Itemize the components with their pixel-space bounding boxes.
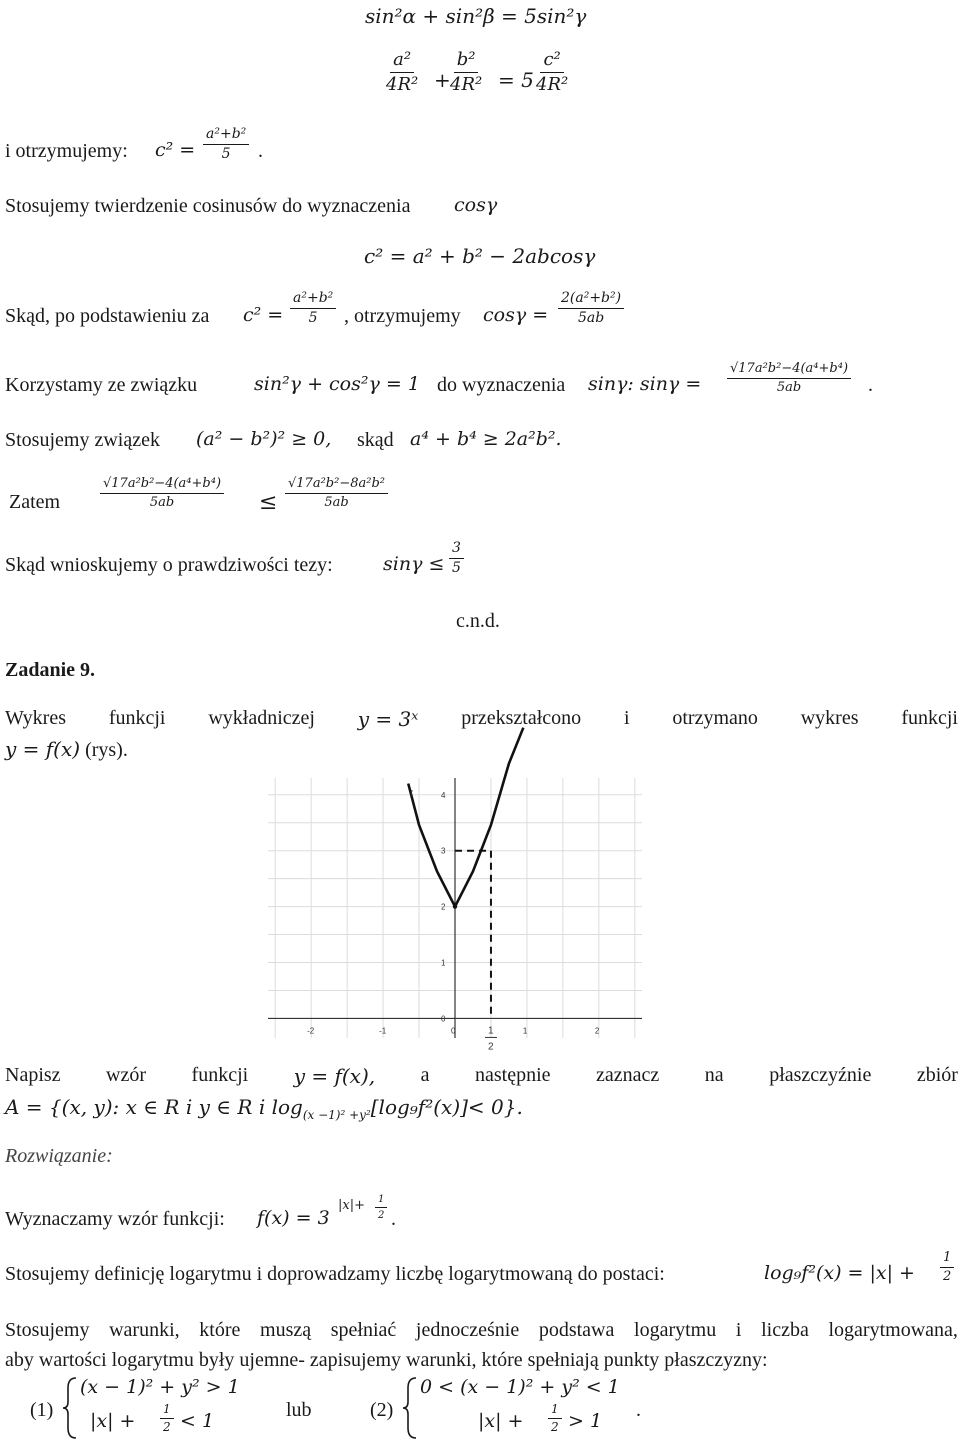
math-y-fx: y = f(x) — [5, 737, 81, 761]
text-rys: (rys). — [85, 739, 128, 761]
warunki-line-2: aby wartości logarytmu były ujemne- zapisujemy warunki, które spełniają punkty płaszczyzny: — [5, 1349, 768, 1371]
x-tick-label: 0 — [451, 1026, 456, 1036]
warunki-word: Stosujemy — [5, 1319, 90, 1341]
cnd: c.n.d. — [456, 610, 500, 632]
napisz-word: następnie — [475, 1064, 551, 1086]
rozwiazanie-heading: Rozwiązanie: — [5, 1145, 113, 1167]
system-1-row-2b: < 1 — [180, 1410, 215, 1432]
task-word: wykres — [800, 707, 859, 729]
napisz-word: zaznacz — [596, 1064, 660, 1086]
warunki-word: muszą — [260, 1319, 312, 1341]
warunki-line-1 — [5, 1319, 958, 1342]
y-tick-label: 4 — [441, 790, 446, 800]
text-skad: skąd — [357, 429, 394, 451]
warunki-word: które — [199, 1319, 241, 1341]
system-1-row-1: (x − 1)² + y² > 1 — [80, 1376, 240, 1398]
system-2-row-2b: > 1 — [568, 1410, 603, 1432]
fraction-half-exp: $\frac{1}{2}$ — [375, 1194, 387, 1221]
function-graph — [268, 778, 642, 1053]
warunki-word: logarytmowana, — [828, 1319, 958, 1341]
napisz-word: y = f(x), — [293, 1064, 376, 1088]
warunki-word: warunki, — [109, 1319, 180, 1341]
task-word: funkcji — [108, 707, 166, 729]
text-otrzymujemy: , otrzymujemy — [344, 305, 461, 327]
fraction-half: $\frac{1}{2}$ — [548, 1403, 562, 1434]
math-c-squared: c² = — [155, 139, 196, 161]
period: . — [391, 1208, 396, 1230]
warunki-word: jednocześnie — [415, 1319, 520, 1341]
text-definicja: Stosujemy definicję logarytmu i doprowadzamy liczbę logarytmowaną do postaci: — [5, 1263, 665, 1285]
text-zatem: Zatem — [9, 491, 61, 513]
vertex-point — [453, 904, 457, 908]
napisz-line-1 — [5, 1064, 958, 1088]
fraction-left: $\frac{\text{√17a²b²−4(a⁴+b⁴)}}{5ab}$ — [100, 477, 224, 511]
equation-sines: sin²α + sin²β = 5sin²γ — [365, 4, 587, 28]
system-2-row-2a: |x| + — [478, 1410, 524, 1432]
task-word: otrzymano — [672, 707, 758, 729]
text-wyznaczamy: Wyznaczamy wzór funkcji: — [5, 1208, 225, 1230]
napisz-word: funkcji — [191, 1064, 249, 1086]
text-otrzymujemy: i otrzymujemy: — [5, 140, 128, 162]
task-title: Zadanie 9. — [5, 659, 96, 681]
text-do-wyznaczenia: do wyznaczenia — [437, 374, 566, 396]
warunki-word: i — [735, 1319, 742, 1341]
warunki-word: liczba — [761, 1319, 809, 1341]
warunki-word: logarytmu — [634, 1319, 717, 1341]
fraction: $\frac{\text{c²}}{\text{4R²}}$ — [536, 49, 569, 95]
math-sin-gamma: sinγ: sinγ = — [588, 373, 702, 395]
fraction: $\frac{\text{b²}}{\text{4R²}}$ — [450, 49, 483, 95]
fraction-a2b2-5: $\frac{\text{a²+b²}}{5}$ — [290, 291, 336, 327]
half-label-denominator: 2 — [487, 1041, 494, 1053]
math-c-squared: c² = — [243, 304, 284, 326]
half-label-numerator: 1 — [487, 1025, 494, 1037]
equals-five: = 5 — [498, 68, 534, 92]
math-inequality: (a² − b²)² ≥ 0, — [196, 428, 332, 450]
text-wnioskujemy: Skąd wnioskujemy o prawdziwości tezy: — [5, 554, 333, 576]
napisz-word: a — [420, 1064, 430, 1086]
system-2-label: (2) — [370, 1399, 394, 1421]
x-tick-label: -1 — [379, 1026, 387, 1036]
fraction-a2b2-5: $\frac{\text{a²+b²}}{5}$ — [203, 127, 249, 163]
set-A-rest: [log₉f²(x)]< 0}. — [370, 1095, 523, 1119]
task-word: przekształcono — [461, 707, 582, 729]
curve-label: f — [410, 788, 413, 798]
plus-sign: + — [434, 68, 451, 92]
fraction-cos: $\frac{\text{2(a²+b²)}}{5ab}$ — [558, 291, 624, 327]
text-lub: lub — [286, 1399, 312, 1421]
period: . — [258, 140, 263, 162]
system-1-label: (1) — [30, 1399, 54, 1421]
math-cos-gamma: cosγ — [454, 194, 498, 216]
set-definition — [5, 1097, 523, 1121]
napisz-word: płaszczyźnie — [769, 1064, 872, 1086]
y-tick-label: 2 — [441, 902, 446, 912]
warunki-word: spełniać — [330, 1319, 397, 1341]
left-brace-icon — [402, 1376, 420, 1440]
napisz-word: zbiór — [916, 1064, 958, 1086]
math-pythagorean-identity: sin²γ + cos²γ = 1 — [254, 373, 420, 395]
x-tick-label: -2 — [307, 1026, 315, 1036]
function-curve — [408, 728, 523, 907]
fraction-half: $\frac{1}{2}$ — [940, 1251, 954, 1285]
fraction: $\frac{\text{a²}}{\text{4R²}}$ — [386, 49, 419, 95]
y-tick-label: 3 — [441, 846, 446, 856]
napisz-word: na — [704, 1064, 724, 1086]
task-word: i — [623, 707, 630, 729]
fraction-half: $\frac{1}{2}$ — [160, 1403, 174, 1434]
task-line-2 — [5, 739, 128, 760]
task-line-1 — [5, 707, 958, 731]
task-word: y = 3ˣ — [357, 707, 419, 731]
math-inequality-2: a⁴ + b⁴ ≥ 2a²b². — [410, 428, 562, 450]
text-korzystamy: Korzystamy ze związku — [5, 374, 198, 396]
math-sin-leq: sinγ ≤ — [383, 553, 445, 575]
system-2-row-1: 0 < (x − 1)² + y² < 1 — [420, 1376, 620, 1398]
x-tick-label: 1 — [522, 1026, 528, 1036]
napisz-word: wzór — [106, 1064, 147, 1086]
math-exponent: |x|+ — [338, 1198, 365, 1213]
left-brace-icon — [62, 1376, 80, 1440]
period: . — [868, 374, 873, 396]
fraction-sin: $\frac{\text{√17a²b²−4(a⁴+b⁴)}}{5ab}$ — [727, 362, 851, 396]
fraction-three-fifths: $\frac{3}{5}$ — [449, 541, 464, 577]
warunki-word: podstawa — [538, 1319, 615, 1341]
y-tick-label: 0 — [441, 1014, 446, 1024]
text-cos-intro: Stosujemy twierdzenie cosinusów do wyznaczenia — [5, 195, 411, 217]
math-f-of-x: f(x) = 3 — [257, 1207, 330, 1229]
text-stosujemy-zwiazek: Stosujemy związek — [5, 429, 160, 451]
set-A-log-base: (x −1)² +y² — [302, 1108, 371, 1122]
set-A-start: A = {(x, y): x ∈ R i y ∈ R i log — [5, 1095, 303, 1119]
leq-sign: ≤ — [259, 490, 278, 515]
equation-cosine-law: c² = a² + b² − 2abcosγ — [364, 244, 596, 268]
task-word: funkcji — [901, 707, 958, 729]
task-word: Wykres — [5, 707, 66, 729]
system-1-row-2a: |x| + — [90, 1410, 136, 1432]
period: . — [636, 1399, 641, 1421]
text-skad-podstawieniu: Skąd, po podstawieniu za — [5, 305, 210, 327]
task-word: wykładniczej — [208, 707, 315, 729]
math-log-equation: log₉f²(x) = |x| + — [764, 1262, 915, 1284]
napisz-word: Napisz — [5, 1064, 61, 1086]
math-cos-gamma: cosγ = — [483, 304, 549, 326]
fraction-right: $\frac{\text{√17a²b²−8a²b²}}{5ab}$ — [285, 477, 388, 511]
x-tick-label: 2 — [594, 1026, 600, 1036]
y-tick-label: 1 — [441, 958, 446, 968]
